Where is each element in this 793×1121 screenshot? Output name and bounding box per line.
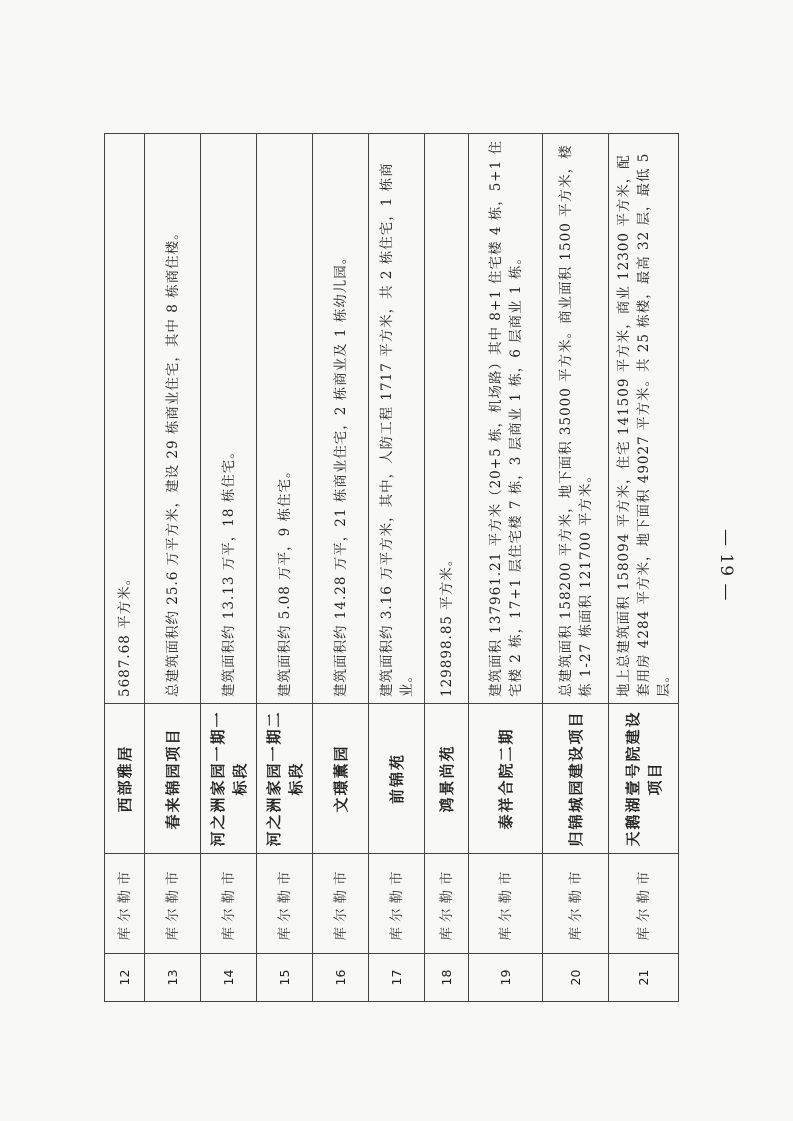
row-city: 库尔勒市 xyxy=(609,854,679,954)
row-description: 地上总建筑面积 158094 平方米，住宅 141509 平方米，商业 12300 平方米，配套用房 4284 平方米，地下面积 49027 平方米。共 25 栋楼，最高 32 层，最低 5 层。 xyxy=(609,134,679,704)
row-project-name: 春来锦园项目 xyxy=(145,704,201,854)
row-number: 20 xyxy=(543,954,609,1002)
row-description: 总建筑面积约 25.6 万平方米，建设 29 栋商业住宅，其中 8 栋商住楼。 xyxy=(145,134,201,704)
table-row xyxy=(105,134,145,1002)
row-description: 建筑面积约 14.28 万平，21 栋商业住宅，2 栋商业及 1 栋幼儿园。 xyxy=(313,134,369,704)
row-description: 建筑面积 137961.21 平方米（20+5 栋，机场路）其中 8+1 住宅楼 4 栋，5+1 住宅楼 2 栋，17+1 层住宅楼 7 栋，3 层商业 1 栋，6 层商业 1 栋。 xyxy=(469,134,543,704)
row-project-name: 西部雅居 xyxy=(105,704,145,854)
row-number: 13 xyxy=(145,954,201,1002)
row-city: 库尔勒市 xyxy=(105,854,145,954)
table-row xyxy=(543,134,609,1002)
table-row xyxy=(145,134,201,1002)
row-project-name: 前锦苑 xyxy=(369,704,425,854)
row-description: 5687.68 平方米。 xyxy=(105,134,145,704)
row-city: 库尔勒市 xyxy=(543,854,609,954)
row-city: 库尔勒市 xyxy=(201,854,257,954)
row-project-name: 河之洲家园一期一标段 xyxy=(201,704,257,854)
row-project-name: 河之洲家园一期二标段 xyxy=(257,704,313,854)
table-row xyxy=(609,134,679,1002)
row-number: 18 xyxy=(425,954,469,1002)
row-number: 15 xyxy=(257,954,313,1002)
row-description: 129898.85 平方米。 xyxy=(425,134,469,704)
row-city: 库尔勒市 xyxy=(145,854,201,954)
row-project-name: 鸿景尚苑 xyxy=(425,704,469,854)
project-table xyxy=(104,133,679,1002)
table-row xyxy=(369,134,425,1002)
row-project-name: 泰祥合院二期 xyxy=(469,704,543,854)
row-number: 12 xyxy=(105,954,145,1002)
row-number: 14 xyxy=(201,954,257,1002)
row-project-name: 归锦城园建设项目 xyxy=(543,704,609,854)
table-row xyxy=(469,134,543,1002)
project-table-body xyxy=(105,134,679,1002)
row-city: 库尔勒市 xyxy=(257,854,313,954)
page-number: — 19 — xyxy=(716,528,736,602)
table-row xyxy=(425,134,469,1002)
table-row xyxy=(201,134,257,1002)
rotated-table-container xyxy=(104,134,674,1002)
row-city: 库尔勒市 xyxy=(469,854,543,954)
table-row xyxy=(313,134,369,1002)
row-number: 19 xyxy=(469,954,543,1002)
row-city: 库尔勒市 xyxy=(425,854,469,954)
table-row xyxy=(257,134,313,1002)
row-city: 库尔勒市 xyxy=(313,854,369,954)
row-number: 16 xyxy=(313,954,369,1002)
row-description: 总建筑面积 158200 平方米，地下面积 35000 平方米。商业面积 1500 平方米，楼栋 1-27 栋面积 121700 平方米。 xyxy=(543,134,609,704)
row-city: 库尔勒市 xyxy=(369,854,425,954)
row-description: 建筑面积约 3.16 万平方米，其中，人防工程 1717 平方米，共 2 栋住宅，1 栋商业。 xyxy=(369,134,425,704)
row-description: 建筑面积约 13.13 万平，18 栋住宅。 xyxy=(201,134,257,704)
row-project-name: 天鹅湖壹号院建设项目 xyxy=(609,704,679,854)
row-number: 17 xyxy=(369,954,425,1002)
row-description: 建筑面积约 5.08 万平，9 栋住宅。 xyxy=(257,134,313,704)
row-project-name: 文璟薰园 xyxy=(313,704,369,854)
row-number: 21 xyxy=(609,954,679,1002)
